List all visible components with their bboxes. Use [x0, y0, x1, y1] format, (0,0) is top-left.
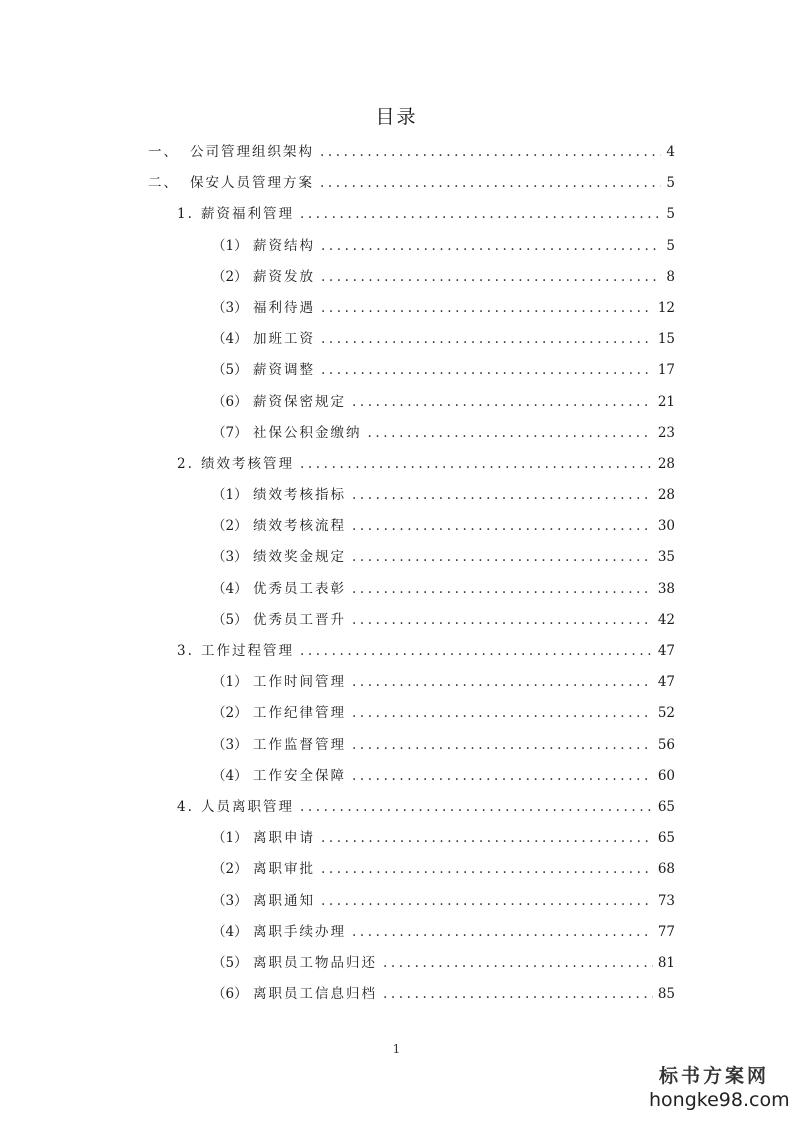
toc-entry[interactable]	[0, 168, 793, 199]
toc-entry-page: 5	[666, 206, 675, 223]
toc-entry-page: 30	[657, 518, 675, 535]
toc-entry-number: 2.	[177, 455, 194, 472]
toc-entry-label: 工作安全保障	[253, 767, 346, 784]
watermark-site-name: 标书方案网	[658, 1065, 769, 1087]
toc-dot-leader	[321, 823, 653, 854]
toc-entry[interactable]	[0, 792, 793, 823]
toc-dot-leader	[352, 574, 653, 605]
toc-entry-label: 薪资福利管理	[201, 206, 294, 223]
toc-entry-label: 薪资发放	[253, 268, 315, 285]
toc-entry[interactable]	[0, 387, 793, 418]
toc-entry[interactable]	[0, 449, 793, 480]
toc-entry-label: 绩效奖金规定	[253, 549, 346, 566]
toc-dot-leader	[352, 542, 653, 573]
toc-entry-number: （1）	[212, 674, 248, 691]
toc-entry-label: 公司管理组织架构	[190, 144, 314, 160]
toc-dot-leader	[352, 730, 653, 761]
toc-entry-page: 15	[657, 331, 675, 348]
toc-entry[interactable]	[0, 761, 793, 792]
toc-entry-label: 绩效考核指标	[253, 487, 346, 504]
toc-entry-number: （3）	[212, 549, 248, 566]
toc-entry-label: 薪资结构	[253, 237, 315, 254]
toc-entry[interactable]	[0, 511, 793, 542]
toc-entry[interactable]	[0, 823, 793, 854]
toc-entry-label: 离职通知	[253, 892, 315, 909]
toc-dot-leader	[321, 293, 653, 324]
toc-dot-leader	[321, 355, 653, 386]
toc-entry[interactable]	[0, 355, 793, 386]
toc-entry-number: （5）	[212, 954, 248, 971]
toc-entry[interactable]	[0, 917, 793, 948]
toc-entry[interactable]	[0, 137, 793, 168]
toc-entry[interactable]	[0, 948, 793, 979]
toc-entry[interactable]	[0, 605, 793, 636]
toc-dot-leader	[352, 387, 653, 418]
toc-title: 目录	[375, 106, 418, 128]
toc-entry-number: （4）	[212, 580, 248, 597]
toc-entry-number: （2）	[212, 861, 248, 878]
toc-entry-label: 工作监督管理	[253, 736, 346, 753]
toc-entry-label: 绩效考核流程	[253, 518, 346, 535]
toc-dot-leader	[352, 605, 653, 636]
toc-entry-page: 68	[657, 861, 675, 878]
toc-entry-number: 1.	[177, 206, 194, 223]
toc-entry[interactable]	[0, 231, 793, 262]
toc-entry-number: （7）	[212, 424, 248, 441]
toc-entry-label: 加班工资	[253, 331, 315, 348]
toc-entry-number: （1）	[212, 237, 248, 254]
toc-entry-page: 4	[666, 144, 675, 160]
toc-entry-number: （3）	[212, 892, 248, 909]
toc-entry[interactable]	[0, 199, 793, 230]
toc-dot-leader	[368, 418, 653, 449]
toc-entry-page: 65	[657, 830, 675, 847]
toc-entry-label: 离职员工信息归档	[253, 986, 377, 1003]
toc-dot-leader	[352, 761, 653, 792]
toc-entry-page: 28	[657, 455, 675, 472]
toc-entry-number: （3）	[212, 299, 248, 316]
toc-entry-page: 8	[666, 268, 675, 285]
toc-entry-number: （5）	[212, 611, 248, 628]
toc-entry-label: 离职审批	[253, 861, 315, 878]
toc-entry[interactable]	[0, 667, 793, 698]
toc-entry-label: 保安人员管理方案	[190, 175, 314, 192]
toc-entry-number: （1）	[212, 487, 248, 504]
toc-entry-label: 优秀员工表彰	[253, 580, 346, 597]
toc-entry-label: 社保公积金缴纳	[253, 424, 362, 441]
toc-list	[0, 137, 793, 1010]
toc-entry-page: 5	[666, 237, 675, 254]
toc-entry-label: 薪资保密规定	[253, 393, 346, 410]
toc-entry[interactable]	[0, 418, 793, 449]
toc-dot-leader	[352, 667, 653, 698]
toc-entry-page: 47	[657, 674, 675, 691]
toc-dot-leader	[352, 511, 653, 542]
toc-dot-leader	[320, 168, 661, 199]
toc-entry-label: 薪资调整	[253, 362, 315, 379]
toc-entry-page: 42	[657, 611, 675, 628]
toc-entry-page: 52	[657, 705, 675, 722]
toc-dot-leader	[352, 480, 653, 511]
watermark-logo	[649, 1064, 790, 1112]
toc-dot-leader	[383, 979, 653, 1010]
toc-entry-label: 工作纪律管理	[253, 705, 346, 722]
toc-entry[interactable]	[0, 324, 793, 355]
toc-entry-number: （6）	[212, 393, 248, 410]
toc-entry-number: （4）	[212, 767, 248, 784]
toc-entry[interactable]	[0, 262, 793, 293]
toc-dot-leader	[300, 199, 661, 230]
toc-entry-label: 工作时间管理	[253, 674, 346, 691]
toc-entry-label: 人员离职管理	[201, 798, 294, 815]
toc-entry-label: 绩效考核管理	[201, 455, 294, 472]
toc-dot-leader	[383, 948, 653, 979]
toc-dot-leader	[320, 137, 661, 168]
toc-entry[interactable]	[0, 480, 793, 511]
toc-entry[interactable]	[0, 979, 793, 1010]
toc-entry-page: 65	[657, 798, 675, 815]
toc-entry-page: 12	[657, 299, 675, 316]
toc-entry[interactable]	[0, 886, 793, 917]
toc-entry-page: 56	[657, 736, 675, 753]
toc-entry[interactable]	[0, 698, 793, 729]
toc-dot-leader	[321, 262, 661, 293]
toc-dot-leader	[352, 698, 653, 729]
toc-entry-number: 一、	[148, 144, 179, 160]
toc-entry-page: 35	[657, 549, 675, 566]
toc-entry[interactable]	[0, 636, 793, 667]
toc-entry-number: （5）	[212, 362, 248, 379]
toc-entry-page: 17	[657, 362, 675, 379]
toc-dot-leader	[300, 792, 653, 823]
toc-entry-number: （6）	[212, 986, 248, 1003]
toc-entry-page: 81	[657, 954, 675, 971]
toc-entry-number: 二、	[148, 175, 179, 192]
toc-dot-leader	[300, 636, 653, 667]
toc-dot-leader	[321, 886, 653, 917]
toc-entry-label: 离职申请	[253, 830, 315, 847]
toc-entry-page: 60	[657, 767, 675, 784]
toc-entry[interactable]	[0, 293, 793, 324]
toc-entry-page: 47	[657, 643, 675, 659]
toc-entry-page: 38	[657, 580, 675, 597]
watermark-url: hongke98.com	[649, 1089, 790, 1111]
toc-entry[interactable]	[0, 730, 793, 761]
toc-entry-label: 离职手续办理	[253, 923, 346, 940]
toc-entry[interactable]	[0, 574, 793, 605]
toc-entry-label: 福利待遇	[253, 299, 315, 316]
toc-entry-page: 5	[666, 175, 675, 192]
toc-dot-leader	[300, 449, 653, 480]
toc-entry-number: （3）	[212, 736, 248, 753]
toc-entry-number: （2）	[212, 268, 248, 285]
toc-dot-leader	[352, 917, 653, 948]
toc-entry-number: （4）	[212, 923, 248, 940]
toc-entry-page: 21	[657, 393, 675, 410]
toc-dot-leader	[321, 231, 661, 262]
page-number: 1	[392, 1042, 401, 1056]
toc-entry-page: 85	[657, 986, 675, 1003]
toc-entry-label: 工作过程管理	[201, 643, 294, 659]
toc-entry-number: （2）	[212, 705, 248, 722]
toc-entry-number: （4）	[212, 331, 248, 348]
toc-entry[interactable]	[0, 542, 793, 573]
toc-entry-page: 28	[657, 487, 675, 504]
toc-dot-leader	[321, 854, 653, 885]
toc-entry-number: （1）	[212, 830, 248, 847]
toc-entry[interactable]	[0, 854, 793, 885]
toc-entry-number: 3.	[177, 643, 194, 659]
toc-entry-number: （2）	[212, 518, 248, 535]
toc-entry-page: 77	[657, 923, 675, 940]
toc-entry-label: 优秀员工晋升	[253, 611, 346, 628]
toc-entry-number: 4.	[177, 798, 194, 815]
toc-entry-label: 离职员工物品归还	[253, 954, 377, 971]
toc-dot-leader	[321, 324, 653, 355]
toc-entry-page: 23	[657, 424, 675, 441]
toc-entry-page: 73	[657, 892, 675, 909]
